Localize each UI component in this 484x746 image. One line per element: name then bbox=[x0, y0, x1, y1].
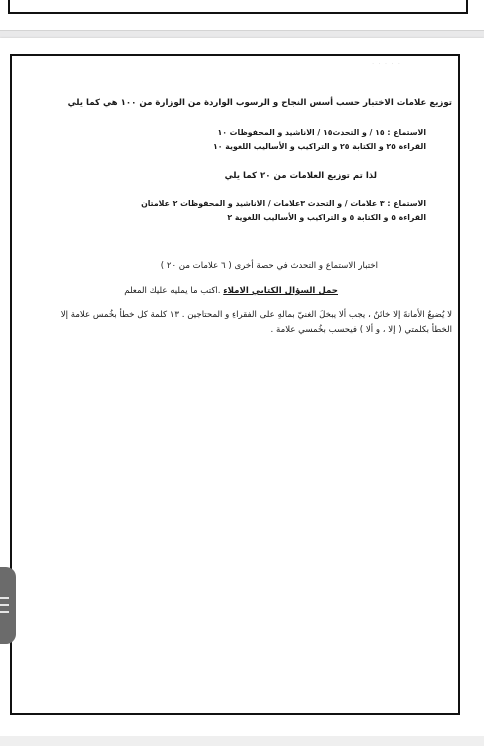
oral-exam-note: اختبار الاستماع و التحدث في حصة أخرى ( ٦ علامات من ٢٠ ) bbox=[160, 261, 378, 271]
side-menu-handle[interactable] bbox=[0, 567, 16, 644]
faint-watermark: · · · · · bbox=[372, 60, 402, 68]
dictation-sentence-line-2: الخطأ بكلمتي ( إلا ، و ألا ) فيحسب بخُمسي علامة . bbox=[270, 325, 452, 335]
dist20-line-1: الاستماع : ٣ علامات / و التحدث ٣علامات / الاناشيد و المحفوظات ٢ علامتان bbox=[141, 199, 426, 208]
page-border bbox=[10, 54, 460, 715]
dictation-sentence-line-1: لا يُضيعُ الأمانةَ إلا خائنٌ ، يجب ألا يبخلَ الغنيّ بمالهِ على الفقراءِ و المحتاجين . ١٣ كلمة كل خطأ بخُمس علامة إلا bbox=[60, 310, 452, 320]
dictation-instruction-row bbox=[124, 286, 338, 296]
previous-page-fragment bbox=[0, 0, 484, 31]
distribution-subheading: لذا تم توزيع العلامات من ٢٠ كما يلي bbox=[224, 171, 377, 181]
dictation-instruction: .اكتب ما يمليه عليك المعلم bbox=[124, 286, 221, 296]
dictation-label: جمل السؤال الكتابي الاملاء bbox=[223, 286, 338, 296]
menu-icon-bar bbox=[0, 611, 9, 613]
dist100-line-1: الاستماع : ١٥ / و التحدث١٥ / الاناشيد و المحفوظات ١٠ bbox=[217, 128, 426, 137]
document-page bbox=[0, 38, 484, 736]
menu-icon-bar bbox=[0, 604, 9, 606]
previous-page-frame bbox=[8, 0, 468, 14]
viewer-bottom-strip bbox=[0, 736, 484, 746]
dist100-line-2: القراءة ٢٥ و الكتابة ٢٥ و التراكيب و الأساليب اللغوية ١٠ bbox=[213, 142, 426, 151]
distribution-heading: توزيع علامات الاختبار حسب أسس النجاح و الرسوب الواردة من الوزارة من ١٠٠ هي كما يلي bbox=[67, 98, 452, 108]
dist20-line-2: القراءة ٥ و الكتابة ٥ و التراكيب و الأساليب اللغوية ٢ bbox=[227, 213, 426, 222]
menu-icon-bar bbox=[0, 597, 9, 599]
